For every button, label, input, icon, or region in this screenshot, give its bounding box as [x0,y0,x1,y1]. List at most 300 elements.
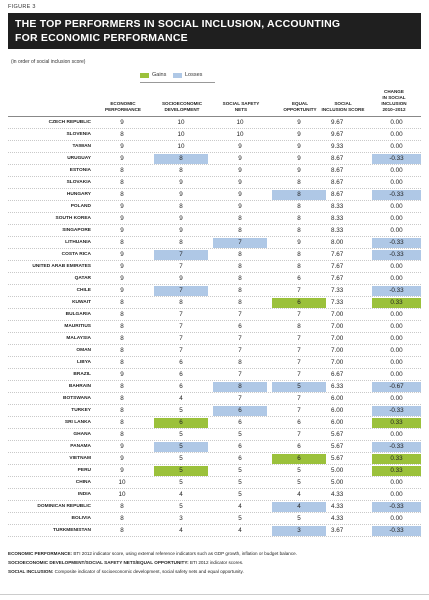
inclusion-score-cell: 8.33 [331,203,344,210]
inclusion-score-cell: 5.00 [331,479,344,486]
table-row [8,321,421,333]
inclusion-score-cell: 6.33 [331,383,344,390]
country-name: OMAN [76,348,91,353]
row-separator [8,536,421,537]
inclusion-score-cell: 7.33 [331,287,344,294]
inclusion-score-cell: 8.00 [331,239,344,246]
table-row [8,189,421,201]
inclusion-score-cell: 7.33 [331,299,344,306]
country-name: PANAMA [70,444,91,449]
header-socioeconomic-line-1: SOCIOECONOMIC [161,101,203,106]
safety-nets-cell: 6 [238,323,242,330]
socioeconomic-cell: 8 [179,299,183,306]
country-name: INDIA [77,492,91,497]
economic-cell: 9 [120,119,124,126]
change-cell: -0.33 [372,502,421,512]
socioeconomic-cell: 8 [154,154,208,164]
header-socioeconomic-line-2: DEVELOPMENT [164,107,200,112]
equal-opportunity-cell: 9 [297,239,301,246]
economic-cell: 8 [120,527,124,534]
safety-nets-cell: 6 [238,419,242,426]
table-row [8,333,421,345]
inclusion-score-cell: 6.00 [331,419,344,426]
safety-nets-cell: 8 [238,251,242,258]
header-change [366,89,422,113]
change-cell: -0.67 [372,382,421,392]
equal-opportunity-cell: 7 [297,359,301,366]
economic-cell: 8 [120,191,124,198]
table-row [8,225,421,237]
table-row [8,369,421,381]
equal-opportunity-cell: 7 [297,407,301,414]
inclusion-score-cell: 4.33 [331,491,344,498]
header-economic-line-1: ECONOMIC [110,101,136,106]
socioeconomic-cell: 5 [179,407,183,414]
economic-cell: 9 [120,443,124,450]
change-cell: -0.33 [372,406,421,416]
safety-nets-cell: 6 [238,455,242,462]
table-row [8,393,421,405]
inclusion-score-cell: 7.67 [331,251,344,258]
change-cell: -0.33 [372,286,421,296]
safety-nets-cell: 8 [238,299,242,306]
inclusion-score-cell: 8.67 [331,191,344,198]
economic-cell: 8 [120,179,124,186]
safety-nets-cell: 7 [238,335,242,342]
header-score-line-2: INCLUSION SCORE [321,107,365,112]
inclusion-score-cell: 8.67 [331,167,344,174]
socioeconomic-cell: 9 [179,275,183,282]
header-change-line-3: INCLUSION [381,101,407,106]
country-name: LITHUANIA [65,240,91,245]
table-row [8,309,421,321]
note-economic-term: ECONOMIC PERFORMANCE: [8,551,73,556]
header-score [315,101,371,113]
country-name: PERU [77,468,91,473]
note-economic-text: BTI 2012 indicator score, using external reference indicators such as GDP growth, inflation or budget balance. [72,551,297,556]
inclusion-score-cell: 7.00 [331,335,344,342]
socioeconomic-cell: 10 [177,143,185,150]
socioeconomic-cell: 6 [179,383,183,390]
table-row [8,141,421,153]
economic-cell: 9 [120,203,124,210]
equal-opportunity-cell: 9 [297,131,301,138]
socioeconomic-cell: 5 [154,466,208,476]
country-name: CZECH REPUBLIC [48,120,91,125]
socioeconomic-cell: 5 [179,479,183,486]
inclusion-score-cell: 7.00 [331,347,344,354]
safety-nets-cell: 6 [213,406,267,416]
economic-cell: 8 [120,311,124,318]
country-name: TAIWAN [72,144,91,149]
figure-label: FIGURE 3 [8,4,36,10]
inclusion-score-cell: 8.67 [331,155,344,162]
country-name: CHILE [76,288,91,293]
change-cell: 0.00 [390,119,403,126]
table-row [8,513,421,525]
change-cell: 0.00 [390,323,403,330]
note-indicators [8,558,421,567]
equal-opportunity-cell: 8 [297,263,301,270]
change-cell: 0.00 [390,371,403,378]
equal-opportunity-cell: 6 [297,419,301,426]
safety-nets-cell: 10 [236,119,244,126]
economic-cell: 9 [120,371,124,378]
equal-opportunity-cell: 7 [297,335,301,342]
economic-cell: 9 [120,263,124,270]
equal-opportunity-cell: 8 [297,179,301,186]
equal-opportunity-cell: 7 [297,431,301,438]
change-cell: -0.33 [372,190,421,200]
country-name: GHANA [73,432,91,437]
change-cell: 0.00 [390,335,403,342]
table-row [8,165,421,177]
safety-nets-cell: 9 [238,155,242,162]
safety-nets-cell: 5 [238,431,242,438]
economic-cell: 8 [120,419,124,426]
equal-opportunity-cell: 5 [272,382,326,392]
note-economic [8,549,421,558]
header-change-line-1: CHANGE [384,89,404,94]
safety-nets-cell: 7 [213,238,267,248]
equal-opportunity-cell: 9 [297,155,301,162]
equal-opportunity-cell: 8 [272,190,326,200]
socioeconomic-cell: 9 [179,227,183,234]
country-name: SLOVAKIA [66,180,91,185]
note-social-inclusion-term: SOCIAL INCLUSION: [8,569,54,574]
country-name: MALAYSIA [66,336,91,341]
change-cell: 0.33 [372,418,421,428]
economic-cell: 8 [120,299,124,306]
legend-rule [140,82,215,83]
country-name: DOMINICAN REPUBLIC [37,504,91,509]
change-cell: 0.00 [390,275,403,282]
country-name: COSTA RICA [61,252,91,257]
change-cell: 0.00 [390,431,403,438]
table-row [8,357,421,369]
safety-nets-cell: 7 [238,311,242,318]
socioeconomic-cell: 4 [179,491,183,498]
country-name: URUGUAY [67,156,91,161]
economic-cell: 10 [118,491,126,498]
equal-opportunity-cell: 5 [297,479,301,486]
table-row [8,261,421,273]
socioeconomic-cell: 5 [154,442,208,452]
equal-opportunity-cell: 8 [297,323,301,330]
equal-opportunity-cell: 7 [297,287,301,294]
economic-cell: 8 [120,395,124,402]
safety-nets-cell: 7 [238,347,242,354]
note-social-inclusion-text: Composite indicator of socioeconomic development, social safety nets and equal opportunity. [53,569,244,574]
change-cell: -0.33 [372,238,421,248]
table-row [8,297,421,309]
equal-opportunity-cell: 8 [297,251,301,258]
change-cell: 0.33 [372,466,421,476]
socioeconomic-cell: 3 [179,515,183,522]
safety-nets-cell: 8 [238,227,242,234]
inclusion-score-cell: 3.67 [331,527,344,534]
socioeconomic-cell: 8 [179,203,183,210]
change-cell: -0.33 [372,442,421,452]
socioeconomic-cell: 8 [179,239,183,246]
header-change-line-4: 2010–2012 [382,107,406,112]
header-score-line-1: SOCIAL [334,101,352,106]
table-row [8,381,421,393]
header-equal-line-2: OPPORTUNITY [283,107,317,112]
socioeconomic-cell: 10 [177,119,185,126]
economic-cell: 9 [120,275,124,282]
inclusion-score-cell: 5.00 [331,467,344,474]
inclusion-score-cell: 7.67 [331,275,344,282]
safety-nets-cell: 9 [238,191,242,198]
change-cell: 0.00 [390,263,403,270]
change-cell: 0.00 [390,311,403,318]
equal-opportunity-cell: 3 [272,526,326,536]
country-name: SOUTH KOREA [55,216,91,221]
safety-nets-cell: 6 [238,443,242,450]
safety-nets-cell: 8 [238,275,242,282]
equal-opportunity-cell: 7 [297,311,301,318]
country-name: BULGARIA [65,312,91,317]
safety-nets-cell: 7 [238,371,242,378]
safety-nets-cell: 9 [238,143,242,150]
economic-cell: 9 [120,227,124,234]
socioeconomic-cell: 10 [177,131,185,138]
equal-opportunity-cell: 4 [272,502,326,512]
equal-opportunity-cell: 9 [297,119,301,126]
inclusion-score-cell: 7.00 [331,359,344,366]
table-row [8,501,421,513]
country-name: UNITED ARAB EMIRATES [32,264,91,269]
table-row [8,477,421,489]
bottom-rule [0,594,429,595]
inclusion-score-cell: 7.00 [331,323,344,330]
change-cell: 0.00 [390,347,403,354]
inclusion-score-cell: 9.33 [331,143,344,150]
socioeconomic-cell: 7 [179,323,183,330]
change-cell: 0.00 [390,227,403,234]
country-name: HUNGARY [66,192,91,197]
table-row [8,177,421,189]
losses-swatch [173,73,182,78]
note-social-inclusion [8,567,421,576]
safety-nets-cell: 5 [238,479,242,486]
inclusion-score-cell: 7.67 [331,263,344,270]
note-indicators-text: BTI 2012 indicator scores. [188,560,244,565]
table-row [8,465,421,477]
table-row [8,441,421,453]
inclusion-score-cell: 5.67 [331,431,344,438]
socioeconomic-cell: 7 [154,286,208,296]
change-cell: 0.00 [390,491,403,498]
table-row [8,201,421,213]
economic-cell: 8 [120,131,124,138]
table-row [8,249,421,261]
economic-cell: 8 [120,359,124,366]
economic-cell: 8 [120,503,124,510]
inclusion-score-cell: 8.33 [331,227,344,234]
socioeconomic-cell: 6 [154,418,208,428]
equal-opportunity-cell: 8 [297,227,301,234]
header-equal-line-1: EQUAL [291,101,309,106]
safety-nets-cell: 8 [238,263,242,270]
socioeconomic-cell: 5 [179,503,183,510]
socioeconomic-cell: 5 [179,455,183,462]
economic-cell: 10 [118,479,126,486]
gains-swatch [140,73,149,78]
socioeconomic-cell: 9 [179,179,183,186]
change-cell: -0.33 [372,250,421,260]
safety-nets-cell: 10 [236,131,244,138]
country-name: POLAND [70,204,91,209]
equal-opportunity-cell: 6 [297,275,301,282]
inclusion-score-cell: 6.00 [331,407,344,414]
change-cell: 0.33 [372,298,421,308]
socioeconomic-cell: 7 [179,335,183,342]
change-cell: 0.00 [390,395,403,402]
country-name: VIETNAM [69,456,91,461]
change-cell: 0.00 [390,143,403,150]
change-cell: 0.00 [390,359,403,366]
change-cell: -0.33 [372,526,421,536]
economic-cell: 8 [120,431,124,438]
country-name: CHINA [75,480,91,485]
inclusion-score-cell: 8.33 [331,215,344,222]
header-safety [213,101,269,113]
safety-nets-cell: 5 [238,491,242,498]
table-row [8,417,421,429]
safety-nets-cell: 8 [238,215,242,222]
economic-cell: 9 [120,287,124,294]
economic-cell: 8 [120,239,124,246]
equal-opportunity-cell: 7 [297,347,301,354]
header-safety-line-1: SOCIAL SAFETY [222,101,260,106]
equal-opportunity-cell: 8 [297,203,301,210]
equal-opportunity-cell: 6 [272,298,326,308]
country-name: BRAZIL [73,372,91,377]
header-safety-line-2: NETS [234,107,248,112]
header-economic-line-2: PERFORMANCE [105,107,141,112]
socioeconomic-cell: 6 [179,359,183,366]
equal-opportunity-cell: 8 [297,215,301,222]
socioeconomic-cell: 6 [179,371,183,378]
socioeconomic-cell: 7 [179,263,183,270]
change-cell: 0.00 [390,479,403,486]
notes [8,549,421,576]
socioeconomic-cell: 7 [179,311,183,318]
note-indicators-term: SOCIOECONOMIC DEVELOPMENT/SOCIAL SAFETY NETS/EQUAL OPPORTUNITY: [8,560,189,565]
equal-opportunity-cell: 7 [297,371,301,378]
inclusion-score-cell: 8.67 [331,179,344,186]
safety-nets-cell: 4 [238,527,242,534]
table-row [8,525,421,537]
country-name: SRI LANKA [64,420,91,425]
safety-nets-cell: 8 [238,359,242,366]
inclusion-score-cell: 9.67 [331,119,344,126]
socioeconomic-cell: 7 [154,250,208,260]
table-row [8,237,421,249]
table-row [8,213,421,225]
title-line-2: FOR ECONOMIC PERFORMANCE [15,32,188,44]
change-cell: 0.00 [390,215,403,222]
change-cell: 0.00 [390,131,403,138]
safety-nets-cell: 7 [238,395,242,402]
economic-cell: 8 [120,323,124,330]
title-line-1: THE TOP PERFORMERS IN SOCIAL INCLUSION, ACCOUNTING [15,18,341,30]
socioeconomic-cell: 5 [179,431,183,438]
header-socioeconomic [154,101,210,113]
socioeconomic-cell: 9 [179,215,183,222]
inclusion-score-cell: 5.67 [331,455,344,462]
safety-nets-cell: 5 [238,467,242,474]
country-name: LIBYA [77,360,91,365]
country-name: BOLIVIA [71,516,91,521]
country-name: SLOVENIA [66,132,91,137]
inclusion-score-cell: 6.00 [331,395,344,402]
economic-cell: 8 [120,383,124,390]
safety-nets-cell: 5 [238,515,242,522]
table-row [8,273,421,285]
equal-opportunity-cell: 9 [297,167,301,174]
header-economic [95,101,151,113]
safety-nets-cell: 4 [238,503,242,510]
equal-opportunity-cell: 6 [297,443,301,450]
change-cell: 0.00 [390,167,403,174]
socioeconomic-cell: 4 [179,527,183,534]
table-row [8,153,421,165]
losses-label: Losses [185,72,203,78]
table-row [8,285,421,297]
economic-cell: 9 [120,143,124,150]
gains-label: Gains [152,72,167,78]
country-name: KUWAIT [72,300,91,305]
socioeconomic-cell: 4 [179,395,183,402]
country-name: BAHRAIN [68,384,91,389]
subtitle: (in order of social inclusion score) [11,59,86,65]
equal-opportunity-cell: 5 [297,467,301,474]
table-row [8,129,421,141]
equal-opportunity-cell: 5 [297,515,301,522]
inclusion-score-cell: 5.67 [331,443,344,450]
table-row [8,117,421,129]
equal-opportunity-cell: 4 [297,491,301,498]
country-name: ESTONIA [69,168,91,173]
equal-opportunity-cell: 6 [272,454,326,464]
inclusion-score-cell: 4.33 [331,503,344,510]
economic-cell: 8 [120,335,124,342]
economic-cell: 9 [120,455,124,462]
socioeconomic-cell: 7 [179,347,183,354]
table-row [8,345,421,357]
change-cell: -0.33 [372,154,421,164]
economic-cell: 8 [120,407,124,414]
safety-nets-cell: 8 [213,382,267,392]
economic-cell: 9 [120,215,124,222]
table-row [8,429,421,441]
socioeconomic-cell: 8 [179,167,183,174]
economic-cell: 9 [120,467,124,474]
country-name: TURKEY [71,408,91,413]
safety-nets-cell: 8 [238,287,242,294]
inclusion-score-cell: 9.67 [331,131,344,138]
table-row [8,405,421,417]
economic-cell: 9 [120,155,124,162]
safety-nets-cell: 9 [238,167,242,174]
equal-opportunity-cell: 7 [297,395,301,402]
economic-cell: 9 [120,251,124,258]
change-cell: 0.00 [390,515,403,522]
inclusion-score-cell: 7.00 [331,311,344,318]
